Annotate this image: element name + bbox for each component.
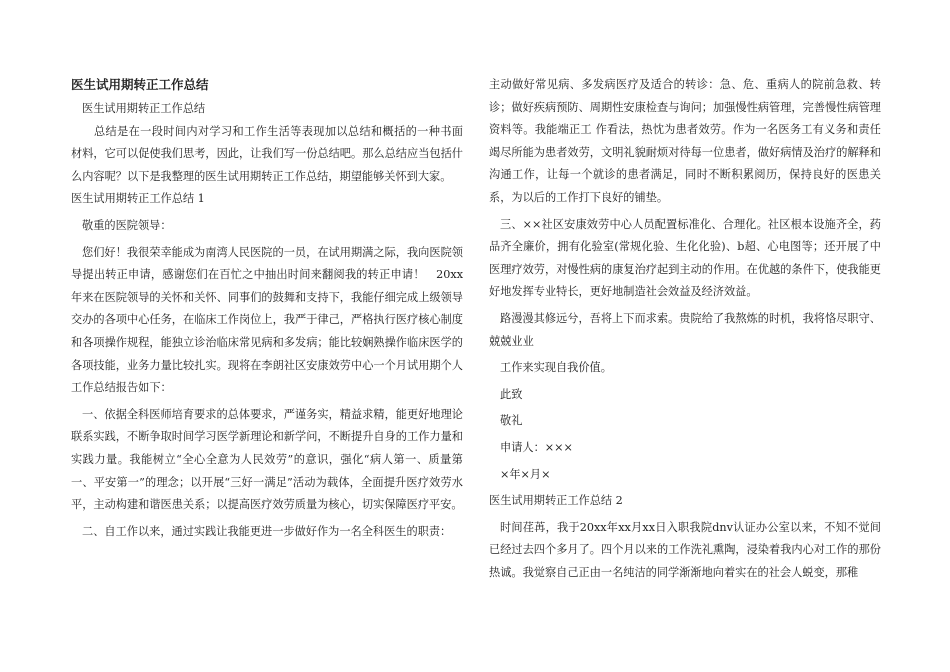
applicant-signature: 申请人：××× [500,440,573,454]
paragraph-point-2-continued: 主动做好常见病、多发病医疗及适合的转诊：急、危、重病人的院前急救、转诊；做好疾病预防、周期性安康检查与询问；加强慢性病管理，完善慢性病管理资料等。我能端正工 作看法，热忱为患者效劳。作为一名医务工有义务和责任竭尽所能为患者效劳，文明礼貌耐烦对待每一位患者，做好病情及治疗的解释和沟通工作，让每一个就诊的患者满足，同时不断积累阅历，保持良好的医患关系，为以后的工作打下良好的铺垫。 [489,78,881,204]
section-heading-1: 医生试用期转正工作总结 1 [71,192,205,206]
paragraph-summary-2: 时间荏苒，我于20xx年xx月xx日入职我院dnv认证办公室以来，不知不觉间已经过去四个多月了。四个月以来的工作洗礼熏陶，浸染着我内心对工作的那份热诚。我觉察自己正由一名纯洁的同学渐渐地向着实在的社会人蜕变，那稚 [489,520,881,579]
section-heading-2: 医生试用期转正工作总结 2 [489,494,623,508]
paragraph-point-3: 三、××社区安康效劳中心人员配置标准化、合理化。社区根本设施齐全，药品齐全廉价，拥有化验室(常规化验、生化化验)、b超、心电图等；还开展了中医理疗效劳，对慢性病的康复治疗起到主动的作用。在优越的条件下，使我能更好地发挥专业特长，更好地制造社会效益及经济效益。 [489,217,881,299]
left-column [71,74,463,543]
closing-cizhi: 此致 [500,387,523,401]
intro-paragraph: 总结是在一段时间内对学习和工作生活等表现加以总结和概括的一种书面材料，它可以促使我们思考，因此，让我们写一份总结吧。那么总结应当包括什么内容呢？以下是我整理的医生试用期转正工作总结，期望能够关怀到大家。 [71,124,463,183]
paragraph-application: 您们好！我很荣幸能成为南湾人民医院的一员，在试用期满之际，我向医院领导提出转正申请，感谢您们在百忙之中抽出时间来翻阅我的转正申请！ 20xx年来在医院领导的关怀和关怀、同事们的鼓舞和支持下，我能仔细完成上级领导交办的各项中心任务，在临床工作岗位上，我严于律己，严格执行医疗核心制度和各项操作规程，能独立诊治临床常见病和多发病；能比较娴熟操作临床医学的各项技能，业务力量比较扎实。现将在李朗社区安康效劳中心一个月试用期个人工作总结报告如下： [71,245,463,395]
subtitle: 医生试用期转正工作总结 [82,102,206,115]
paragraph-conclusion-end: 工作来实现自我价值。 [500,361,612,375]
closing-jingli: 敬礼 [500,414,523,428]
paragraph-conclusion: 路漫漫其修远兮，吾将上下而求索。贵院给了我熬炼的时机，我将恪尽职守、兢兢业业 [489,311,881,348]
document-title: 医生试用期转正工作总结 [71,77,209,92]
right-column [489,74,881,584]
paragraph-point-1: 一、依据全科医师培育要求的总体要求，严谨务实，精益求精，能更好地理论联系实践，不断争取时间学习医学新理论和新学问，不断提升自身的工作力量和实践力量。我能树立“全心全意为人民效劳”的意识，强化“病人第一、质量第一、平安第一”的理念；以开展“三好一满足”活动为载体，全面提升医疗效劳水平，主动构建和谐医患关系；以提高医疗效劳质量为核心，切实保障医疗平安。 [71,407,463,512]
salutation: 敬重的医院领导： [82,218,172,232]
paragraph-point-2: 二、自工作以来，通过实践让我能更进一步做好作为一名全科医生的职责： [82,524,452,538]
date-line: ×年×月× [500,467,551,481]
